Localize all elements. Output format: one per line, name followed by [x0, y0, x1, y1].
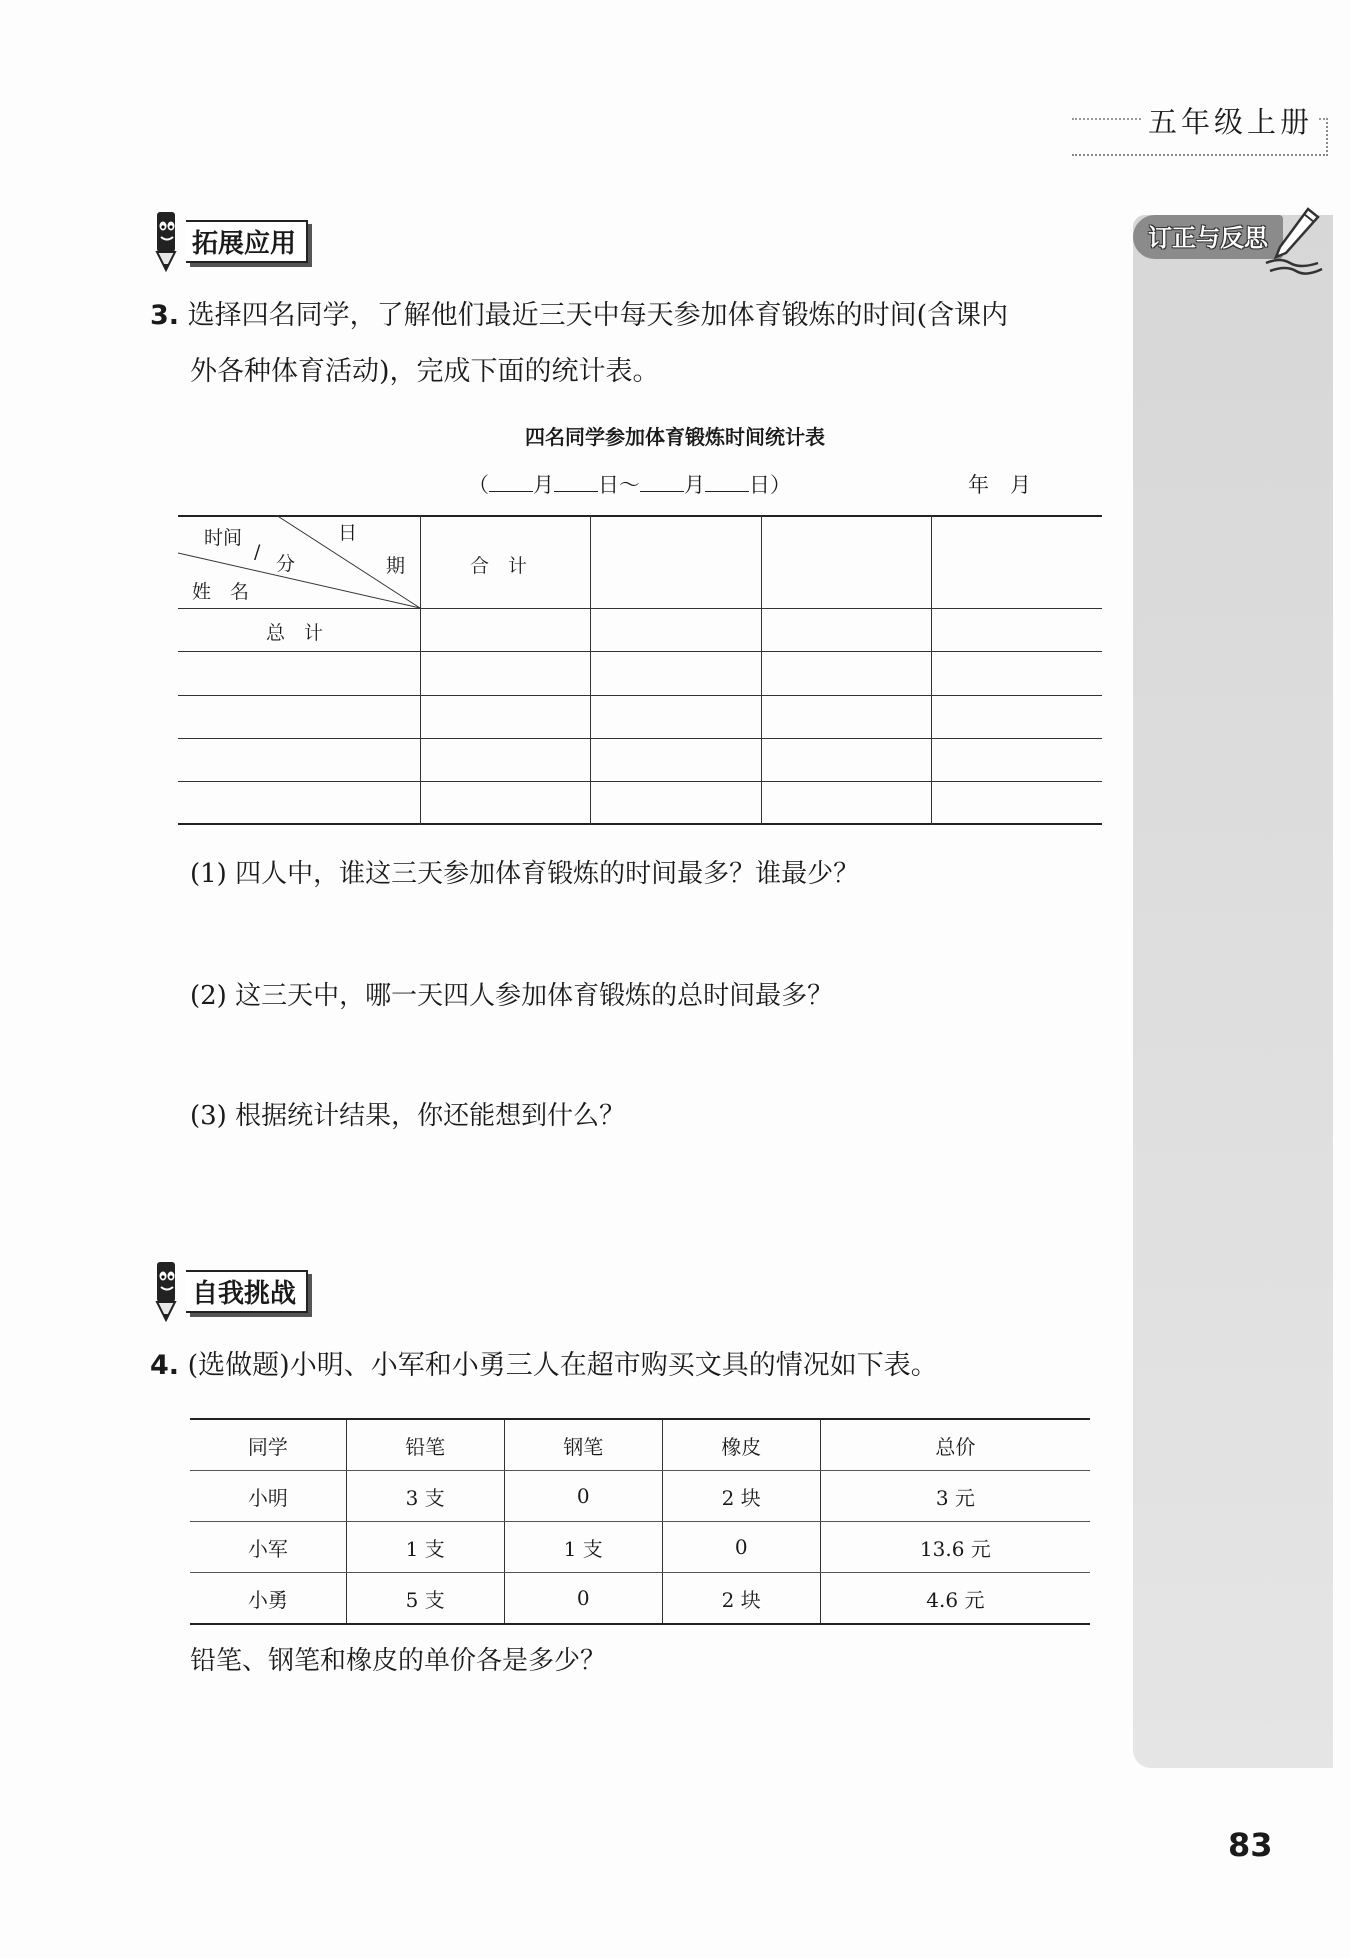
column-header: 钢笔 [504, 1419, 662, 1471]
table-cell: 0 [662, 1522, 820, 1573]
table-cell: 3 支 [346, 1471, 504, 1522]
page-number: 83 [1228, 1826, 1273, 1864]
q3-sub1: (1) 四人中，谁这三天参加体育锻炼的时间最多？谁最少？ [190, 859, 860, 889]
table-cell: 2 块 [662, 1573, 820, 1625]
sidebar-title: 订正与反思 [1148, 224, 1268, 252]
q3-line1 [150, 302, 1008, 329]
table-header-row [190, 1419, 1090, 1471]
q3-sub2: (2) 这三天中，哪一天四人参加体育锻炼的总时间最多？ [190, 981, 834, 1011]
table-cell: 1 支 [346, 1522, 504, 1573]
q3-sub3: (3) 根据统计结果，你还能想到什么？ [190, 1101, 626, 1131]
q4-number: 4. [150, 1350, 180, 1381]
table-cell: 5 支 [346, 1573, 504, 1625]
header-time: 时间 [204, 527, 243, 549]
header-slash: / [254, 541, 261, 563]
header-minute: 分 [276, 553, 296, 575]
grade-label: 五年级上册 [1142, 100, 1319, 141]
section-header-extend [148, 210, 308, 272]
pencil-mascot-icon [148, 210, 184, 272]
q3-text-line2: 外各种体育活动)，完成下面的统计表。 [190, 356, 660, 387]
column-header: 铅笔 [346, 1419, 504, 1471]
q3-number: 3. [150, 300, 180, 331]
table-cell: 小明 [190, 1471, 346, 1522]
stationery-table [190, 1418, 1090, 1625]
row-total: 总 计 [266, 622, 324, 644]
table-cell: 小军 [190, 1522, 346, 1573]
table-row [190, 1471, 1090, 1522]
header-qi: 期 [386, 555, 406, 577]
column-header: 橡皮 [662, 1419, 820, 1471]
exercise-time-table [178, 515, 1102, 825]
pen-icon [1260, 205, 1330, 275]
q3-text-line1: 选择四名同学，了解他们最近三天中每天参加体育锻炼的时间(含课内 [187, 300, 1009, 331]
q4-question: 铅笔、钢笔和橡皮的单价各是多少？ [190, 1646, 607, 1676]
q4-text: (选做题)小明、小军和小勇三人在超市购买文具的情况如下表。 [187, 1350, 938, 1381]
table-cell: 小勇 [190, 1573, 346, 1625]
table-cell: 13.6 元 [820, 1522, 1090, 1573]
table-cell: 4.6 元 [820, 1573, 1090, 1625]
section-title-extend: 拓展应用 [186, 220, 308, 263]
table-row [190, 1573, 1090, 1625]
column-header: 同学 [190, 1419, 346, 1471]
table-cell: 1 支 [504, 1522, 662, 1573]
table-cell: 3 元 [820, 1471, 1090, 1522]
table-cell: 0 [504, 1471, 662, 1522]
section-header-challenge [148, 1260, 308, 1322]
table-row [190, 1522, 1090, 1573]
table-cell: 2 块 [662, 1471, 820, 1522]
section-title-challenge: 自我挑战 [186, 1270, 308, 1313]
table-cell: 0 [504, 1573, 662, 1625]
q4-line [150, 1352, 938, 1379]
table1-year-month: 年 月 [968, 473, 1031, 497]
header-ri: 日 [338, 522, 358, 544]
pencil-mascot-icon [148, 1260, 184, 1322]
column-header: 总价 [820, 1419, 1090, 1471]
header-name: 姓 名 [192, 581, 250, 603]
column-total: 合 计 [470, 555, 528, 577]
table1-title: 四名同学参加体育锻炼时间统计表 [525, 425, 825, 449]
table1-date-range: （ 月 日～ 月 日） [468, 473, 791, 497]
